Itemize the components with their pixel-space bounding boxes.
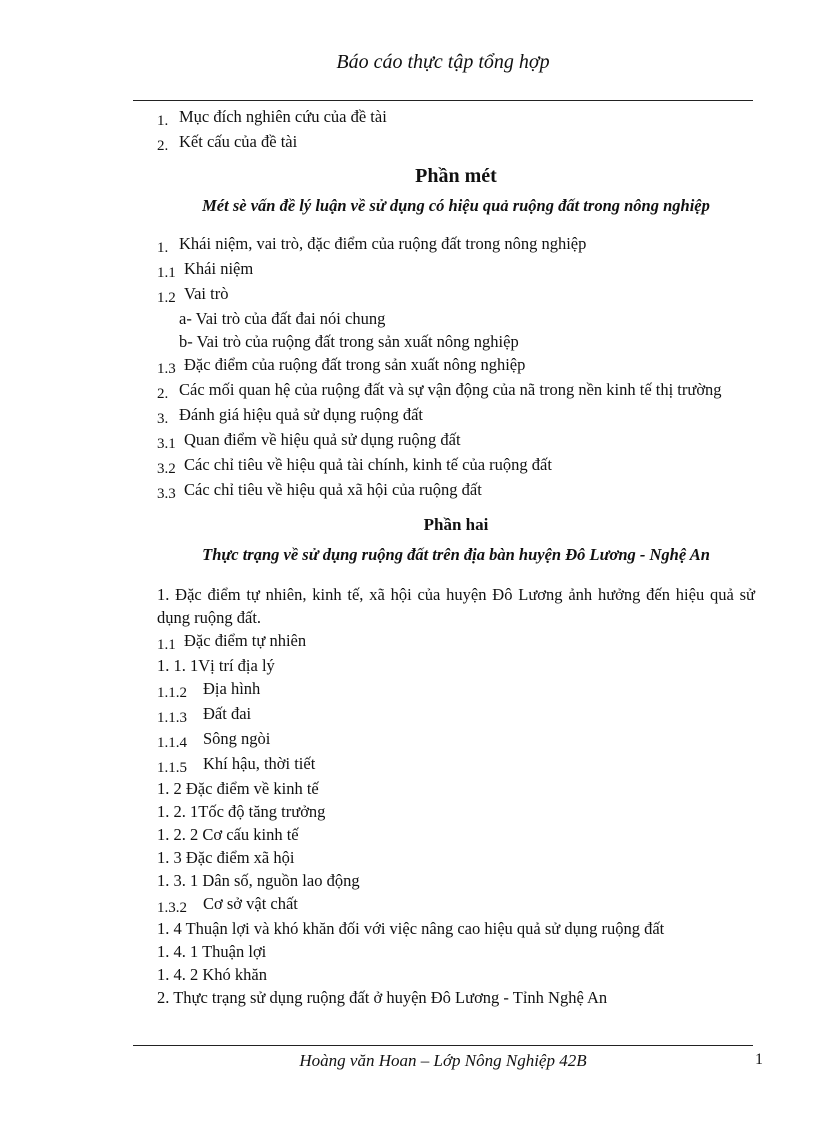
item-number: 1.2 bbox=[157, 290, 176, 306]
item-text: 1. 3 Đặc điểm xã hội bbox=[157, 848, 295, 867]
item-number: 1.3.2 bbox=[157, 900, 187, 916]
item-text: Kết cấu của đề tài bbox=[179, 132, 298, 151]
list-item bbox=[157, 330, 755, 353]
item-text: 1. 4 Thuận lợi và khó khăn đối với việc nâng cao hiệu quả sử dụng ruộng đất bbox=[157, 919, 665, 938]
list-item bbox=[157, 353, 755, 378]
list-item bbox=[157, 629, 755, 654]
item-text: Đặc điểm tự nhiên bbox=[184, 631, 307, 650]
item-text: Sông ngòi bbox=[203, 729, 271, 748]
header-divider bbox=[133, 100, 753, 101]
list-item bbox=[157, 130, 755, 155]
item-text: 1. 2. 1Tốc độ tăng trưởng bbox=[157, 802, 326, 821]
item-text: Địa hình bbox=[203, 679, 261, 698]
list-item bbox=[157, 428, 755, 453]
item-number: 1.1 bbox=[157, 637, 176, 653]
item-text: Các chỉ tiêu về hiệu quả xã hội của ruộng đất bbox=[184, 480, 482, 499]
item-number: 3.3 bbox=[157, 486, 176, 502]
item-text: Quan điểm về hiệu quả sử dụng ruộng đất bbox=[184, 430, 461, 449]
list-item bbox=[157, 940, 755, 963]
item-number: 3.2 bbox=[157, 461, 176, 477]
item-number: 1. bbox=[157, 113, 169, 129]
list-item bbox=[157, 282, 755, 307]
item-text: 1. 4. 2 Khó khăn bbox=[157, 965, 267, 984]
part2-subtitle: Thực trạng về sử dụng ruộng đất trên địa bàn huyện Đô Lương - Nghệ An bbox=[202, 545, 710, 564]
list-item bbox=[157, 677, 755, 702]
list-item bbox=[157, 869, 755, 892]
page-header: Báo cáo thực tập tổng hợp bbox=[336, 51, 550, 73]
item-text: b- Vai trò của ruộng đất trong sản xuất nông nghiệp bbox=[179, 332, 519, 351]
item-text: 2. Thực trạng sử dụng ruộng đất ở huyện Đô Lương - Tỉnh Nghệ An bbox=[157, 988, 608, 1007]
item-text: 1. 2. 2 Cơ cấu kinh tế bbox=[157, 825, 299, 844]
list-item bbox=[157, 777, 755, 800]
list-item bbox=[157, 702, 755, 727]
item-text: Khái niệm, vai trò, đặc điểm của ruộng đất trong nông nghiệp bbox=[179, 234, 587, 253]
item-text: Đánh giá hiệu quả sử dụng ruộng đất bbox=[179, 405, 424, 424]
item-text: Đặc điểm của ruộng đất trong sản xuất nông nghiệp bbox=[184, 355, 526, 374]
part2-intro-paragraph: 1. Đặc điểm tự nhiên, kinh tế, xã hội của huyện Đô Lương ảnh hưởng đến hiệu quả sử dụng ruộng đất. bbox=[157, 585, 755, 627]
item-text: 1. 4. 1 Thuận lợi bbox=[157, 942, 267, 961]
item-text: 1. 2 Đặc điểm về kinh tế bbox=[157, 779, 319, 798]
list-item bbox=[157, 105, 755, 130]
list-item bbox=[157, 892, 755, 917]
list-item bbox=[157, 654, 755, 677]
list-item bbox=[157, 963, 755, 986]
item-text: Mục đích nghiên cứu của đề tài bbox=[179, 107, 387, 126]
page-footer: Hoàng văn Hoan – Lớp Nông Nghiệp 42B bbox=[299, 1051, 587, 1070]
item-text: 1. 1. 1Vị trí địa lý bbox=[157, 656, 275, 675]
item-text: Khí hậu, thời tiết bbox=[203, 754, 316, 773]
item-number: 1. bbox=[157, 240, 169, 256]
list-item bbox=[157, 800, 755, 823]
item-number: 1.1 bbox=[157, 265, 176, 281]
item-number: 1.3 bbox=[157, 361, 176, 377]
item-number: 1.1.2 bbox=[157, 685, 187, 701]
item-number: 1.1.5 bbox=[157, 760, 187, 776]
list-item bbox=[157, 257, 755, 282]
list-item bbox=[157, 727, 755, 752]
page-number: 1 bbox=[755, 1051, 763, 1068]
list-item bbox=[157, 307, 755, 330]
item-text: Các chỉ tiêu về hiệu quả tài chính, kinh tế của ruộng đất bbox=[184, 455, 552, 474]
item-text: Các mối quan hệ của ruộng đất và sự vận động của nã trong nền kinh tế thị trường bbox=[179, 380, 722, 399]
list-item bbox=[157, 917, 755, 940]
list-item bbox=[157, 453, 755, 478]
list-item bbox=[157, 823, 755, 846]
item-text: 1. 3. 1 Dân số, nguồn lao động bbox=[157, 871, 360, 890]
item-text: Vai trò bbox=[184, 284, 229, 303]
list-item bbox=[157, 986, 755, 1009]
item-text: Đất đai bbox=[203, 704, 252, 723]
list-item bbox=[157, 478, 755, 503]
list-item bbox=[157, 378, 755, 403]
list-item bbox=[157, 403, 755, 428]
list-item bbox=[157, 846, 755, 869]
list-item bbox=[157, 752, 755, 777]
item-text: a- Vai trò của đất đai nói chung bbox=[179, 309, 386, 328]
item-number: 2. bbox=[157, 138, 169, 154]
document-body bbox=[157, 105, 755, 1009]
item-number: 2. bbox=[157, 386, 169, 402]
item-text: Cơ sở vật chất bbox=[203, 894, 298, 913]
footer-divider bbox=[133, 1045, 753, 1046]
list-item bbox=[157, 232, 755, 257]
item-number: 1.1.4 bbox=[157, 735, 187, 751]
item-number: 3. bbox=[157, 411, 169, 427]
part1-title: Phần mét bbox=[415, 165, 497, 187]
item-text: Khái niệm bbox=[184, 259, 254, 278]
item-number: 1.1.3 bbox=[157, 710, 187, 726]
part2-title: Phần hai bbox=[423, 515, 489, 534]
item-number: 3.1 bbox=[157, 436, 176, 452]
part1-subtitle: Mét sè vấn đề lý luận về sử dụng có hiệu quả ruộng đất trong nông nghiệp bbox=[202, 196, 710, 215]
